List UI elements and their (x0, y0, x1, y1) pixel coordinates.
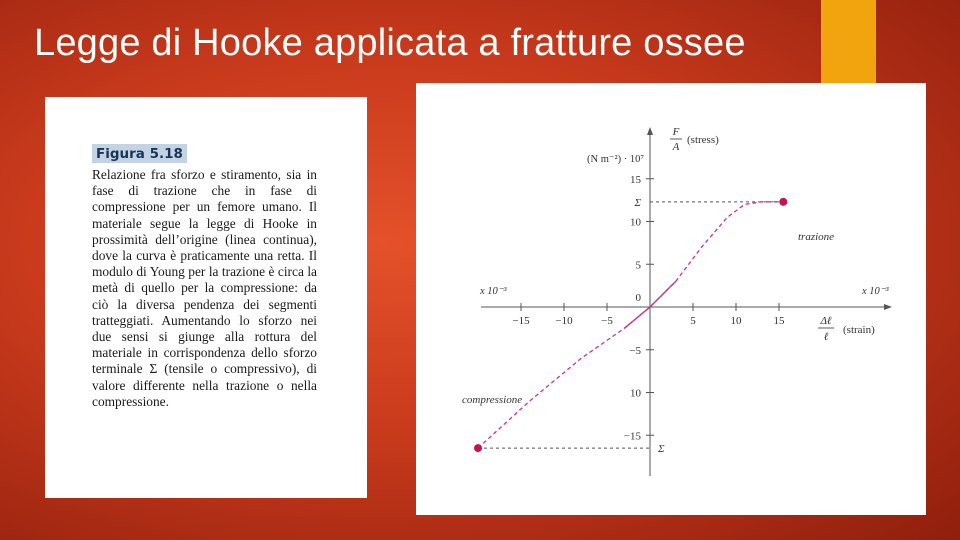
figure-label: Figura 5.18 (92, 144, 187, 163)
y-tick-label: 10 (630, 387, 641, 400)
compression-break-point (474, 444, 482, 452)
traction-break-point (779, 198, 787, 206)
x-label-suffix: (strain) (843, 324, 875, 336)
y-axis-arrow (647, 127, 653, 135)
sigma-label: Σ (658, 443, 665, 456)
sigma-label: Σ (634, 196, 641, 209)
x-tick-label: 10 (730, 315, 742, 327)
x-unit-left: x 10⁻³ (480, 286, 507, 297)
y-label-denominator: A (672, 141, 680, 153)
y-tick-label: 10 (630, 216, 641, 229)
x-unit-right: x 10⁻³ (862, 286, 889, 297)
y-tick-label: −15 (623, 430, 641, 443)
y-label-suffix: (stress) (687, 134, 719, 146)
y-tick-label: −5 (629, 344, 641, 357)
x-label-denominator: ℓ (823, 331, 829, 343)
x-label-numerator: Δℓ (820, 315, 832, 327)
axis-labels (462, 126, 889, 455)
caption-text: Relazione fra sforzo e stiramento, sia in fase di trazione che in fase di compressione per un femore umano. Il materiale segue la legge di Hooke in prossimità dell’origine (linea continua), dove la curva è praticamente una retta. Il modulo di Young per la trazione è circa la metà di quello per la compressione: da ciò la diversa pendenza dei segmenti tratteggiati. Aumentando lo sforzo nei due sensi si giunge alla rottura del materiale in corrispondenza dello sforzo terminale Σ (tensile o compressivo), di valore differente nella trazione o nella compressione. (92, 167, 317, 409)
accent-bar (821, 0, 876, 84)
y-tick-label: 0 (635, 292, 641, 304)
caption-card (45, 97, 367, 498)
axes (481, 127, 892, 476)
y-label-numerator: F (672, 126, 680, 138)
x-tick-label: −10 (555, 315, 573, 327)
x-tick-label: −15 (512, 315, 530, 327)
traction-label: trazione (798, 231, 835, 243)
x-tick-label: −5 (601, 315, 613, 327)
y-tick-label: 15 (630, 173, 641, 186)
y-unit-label: (N m⁻²) · 10⁷ (587, 154, 644, 165)
chart-card (416, 83, 926, 515)
stress-strain-chart (416, 83, 926, 515)
x-tick-label: 5 (690, 315, 696, 327)
x-tick-label: 15 (773, 315, 785, 327)
y-tick-label: 5 (635, 259, 641, 272)
x-axis-arrow (884, 304, 892, 310)
compression-label: compressione (462, 394, 523, 406)
slide-title: Legge di Hooke applicata a fratture ossee (34, 22, 746, 64)
